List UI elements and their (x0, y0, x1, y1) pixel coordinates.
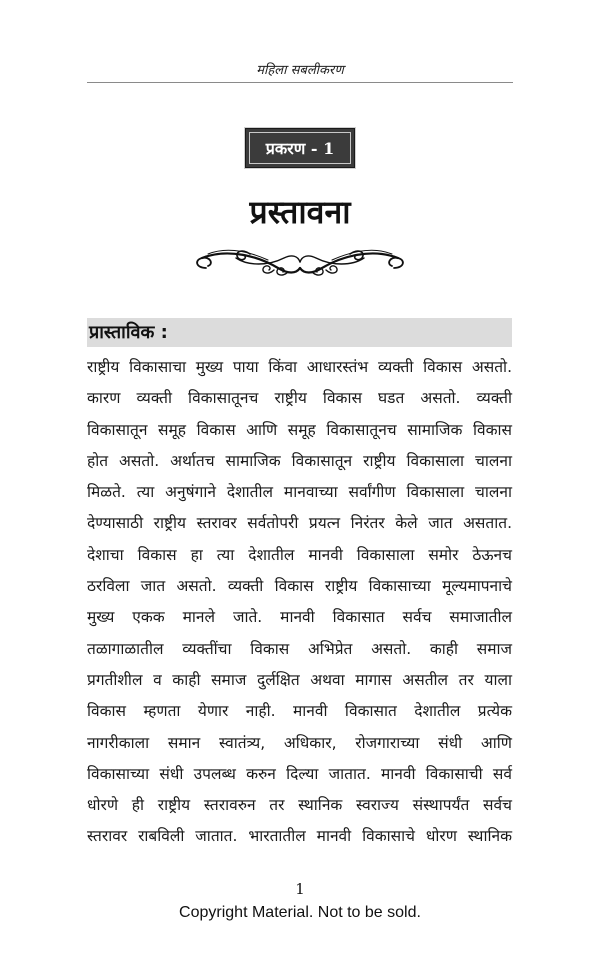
body-line: मुख्य एकक मानले जाते. मानवी विकासात सर्वच समाजातील (87, 608, 512, 627)
body-line: होत असतो. अर्थातच सामाजिक विकासातून राष्ट्रीय विकासाला चालना (87, 451, 512, 470)
section-heading: प्रास्ताविक : (87, 318, 512, 347)
body-line: विकासाच्या संधी उपलब्ध करुन दिल्या जातात. मानवी विकासाची सर्व (87, 764, 512, 783)
body-line: धोरणे ही राष्ट्रीय स्तरावरुन तर स्थानिक स्वराज्य संस्थापर्यंत सर्वच (87, 796, 512, 815)
body-line: तळागाळातील व्यक्तींचा विकास अभिप्रेत असतो. काही समाज (87, 639, 512, 658)
body-line: प्रगतीशील व काही समाज दुर्लक्षित अथवा मागास असतील तर याला (87, 670, 512, 689)
body-line: स्तरावर राबविली जातात. भारतातील मानवी विकासाचे धोरण स्थानिक (87, 827, 512, 846)
page-number: 1 (295, 880, 305, 898)
body-line: नागरीकाला समान स्वातंत्र्य, अधिकार, रोजगाराच्या संधी आणि (87, 733, 512, 752)
body-line: कारण व्यक्ती विकासातूनच राष्ट्रीय विकास घडत असतो. व्यक्ती (87, 389, 512, 408)
body-line: देण्यासाठी राष्ट्रीय स्तरावर सर्वतोपरी प्रयत्न निरंतर केले जात असतात. (87, 514, 512, 533)
chapter-badge-label: प्रकरण - 1 (249, 132, 351, 164)
body-paragraph (87, 352, 512, 853)
copyright-notice: Copyright Material. Not to be sold. (179, 904, 421, 921)
running-header: महिला सबलीकरण (256, 63, 344, 78)
body-line: ठरविला जात असतो. व्यक्ती विकास राष्ट्रीय विकासाच्या मूल्यमापनाचे (87, 577, 512, 596)
chapter-badge (245, 128, 355, 168)
header-rule (87, 82, 513, 83)
body-line: देशाचा विकास हा त्या देशातील मानवी विकासाला समोर ठेऊनच (87, 545, 512, 564)
body-line: विकास म्हणता येणार नाही. मानवी विकासात देशातील प्रत्येक (87, 702, 512, 721)
body-line: मिळते. त्या अनुषंगाने देशातील मानवाच्या सर्वांगीण विकासाला चालना (87, 483, 512, 502)
chapter-title: प्रस्तावना (249, 193, 351, 231)
body-line: राष्ट्रीय विकासाचा मुख्य पाया किंवा आधारस्तंभ व्यक्ती विकास असतो. (87, 358, 512, 376)
ornament-scroll-icon (188, 244, 412, 280)
body-line: विकासातून समूह विकास आणि समूह विकासातूनच सामाजिक विकास (87, 420, 512, 439)
